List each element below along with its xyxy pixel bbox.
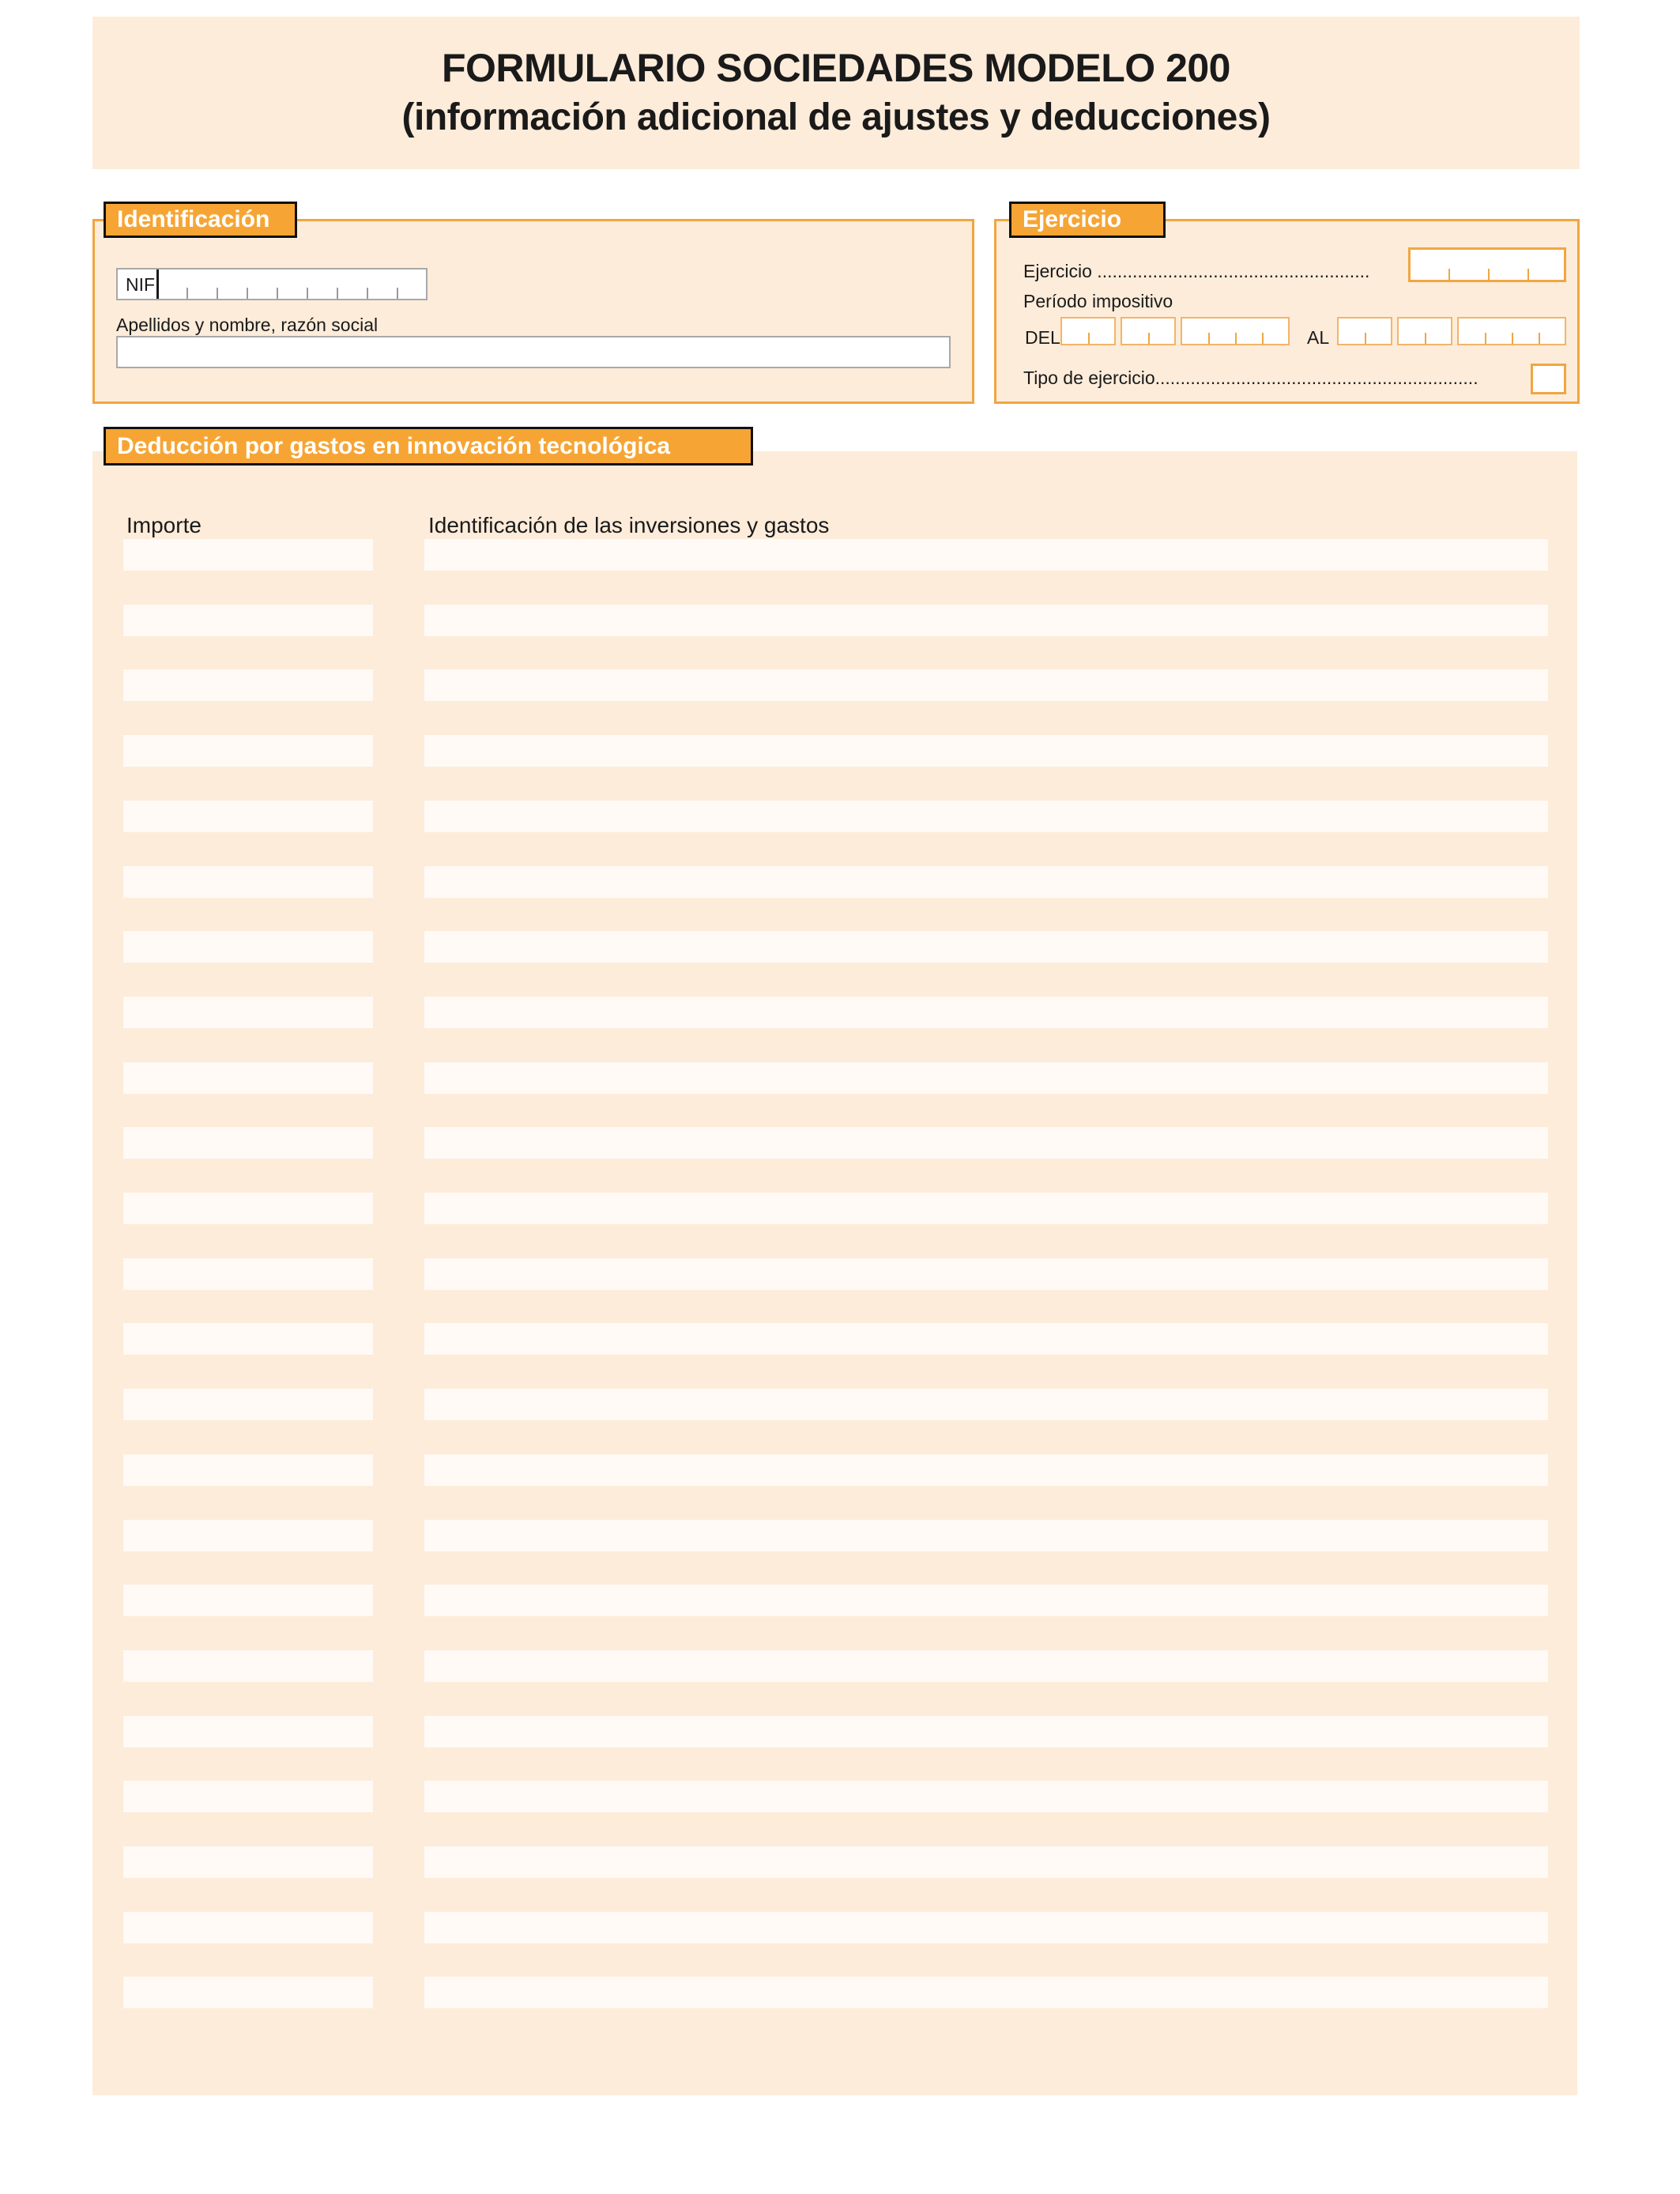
name-field[interactable]: [116, 336, 951, 368]
al-year-field[interactable]: [1457, 317, 1566, 345]
identificacion-field[interactable]: [424, 1846, 1548, 1878]
table-row: [0, 1846, 1680, 1878]
identificacion-field[interactable]: [424, 1127, 1548, 1159]
table-row: [0, 1520, 1680, 1551]
table-row: [0, 931, 1680, 963]
al-label: AL: [1307, 327, 1330, 348]
importe-field[interactable]: [123, 801, 373, 832]
identificacion-field[interactable]: [424, 1258, 1548, 1290]
importe-field[interactable]: [123, 1520, 373, 1551]
nif-tick: [247, 288, 248, 299]
identificacion-field[interactable]: [424, 801, 1548, 832]
identificacion-field[interactable]: [424, 1977, 1548, 2008]
table-row: [0, 997, 1680, 1028]
ejercicio-field[interactable]: [1408, 247, 1566, 282]
importe-field[interactable]: [123, 735, 373, 767]
nif-field[interactable]: [116, 268, 428, 300]
identificacion-field[interactable]: [424, 931, 1548, 963]
identificacion-field[interactable]: [424, 1781, 1548, 1812]
nif-tick: [217, 288, 218, 299]
identificacion-tab: Identificación: [104, 202, 297, 238]
table-row: [0, 539, 1680, 571]
importe-field[interactable]: [123, 1716, 373, 1747]
identificacion-field[interactable]: [424, 1716, 1548, 1747]
deduccion-section: [92, 451, 1577, 2095]
importe-field[interactable]: [123, 1389, 373, 1420]
table-row: [0, 1062, 1680, 1094]
identificacion-field[interactable]: [424, 1389, 1548, 1420]
table-row: [0, 1781, 1680, 1812]
form-header: [92, 17, 1580, 169]
del-year-tick: [1235, 333, 1237, 344]
del-day-field[interactable]: [1060, 317, 1116, 345]
identificacion-column-header: Identificación de las inversiones y gastos: [428, 513, 830, 537]
del-year-field[interactable]: [1181, 317, 1290, 345]
nif-tick: [367, 288, 368, 299]
ejercicio-panel: [994, 219, 1580, 404]
ejercicio-tick: [1488, 269, 1490, 280]
importe-field[interactable]: [123, 1977, 373, 2008]
del-year-tick: [1262, 333, 1264, 344]
importe-column-header: Importe: [126, 513, 202, 537]
importe-field[interactable]: [123, 1650, 373, 1682]
table-row: [0, 1977, 1680, 2008]
table-row: [0, 801, 1680, 832]
importe-field[interactable]: [123, 669, 373, 701]
identificacion-field[interactable]: [424, 539, 1548, 571]
table-row: [0, 1912, 1680, 1943]
table-row: [0, 1127, 1680, 1159]
tipo-label: Tipo de ejercicio................................................................: [1023, 368, 1478, 388]
table-row: [0, 1258, 1680, 1290]
importe-field[interactable]: [123, 1454, 373, 1486]
identificacion-field[interactable]: [424, 1650, 1548, 1682]
nif-tick: [277, 288, 278, 299]
importe-field[interactable]: [123, 539, 373, 571]
identificacion-field[interactable]: [424, 1193, 1548, 1224]
periodo-label: Período impositivo: [1023, 291, 1173, 311]
identificacion-field[interactable]: [424, 1454, 1548, 1486]
table-row: [0, 1323, 1680, 1355]
table-row: [0, 1585, 1680, 1616]
table-row: [0, 866, 1680, 898]
al-year-tick: [1539, 333, 1540, 344]
identificacion-panel: [92, 219, 974, 404]
del-day-tick: [1088, 333, 1090, 344]
importe-field[interactable]: [123, 1846, 373, 1878]
importe-field[interactable]: [123, 1912, 373, 1943]
nif-tick: [186, 288, 188, 299]
table-row: [0, 669, 1680, 701]
identificacion-field[interactable]: [424, 1520, 1548, 1551]
importe-field[interactable]: [123, 997, 373, 1028]
nif-tick: [397, 288, 398, 299]
importe-field[interactable]: [123, 931, 373, 963]
al-day-tick: [1365, 333, 1366, 344]
identificacion-field[interactable]: [424, 1323, 1548, 1355]
form-subtitle: (información adicional de ajustes y deducciones): [401, 96, 1271, 138]
importe-field[interactable]: [123, 1193, 373, 1224]
importe-field[interactable]: [123, 605, 373, 636]
importe-field[interactable]: [123, 1258, 373, 1290]
identificacion-field[interactable]: [424, 735, 1548, 767]
table-row: [0, 1716, 1680, 1747]
al-month-tick: [1425, 333, 1426, 344]
tipo-checkbox[interactable]: [1531, 364, 1566, 394]
table-row: [0, 1389, 1680, 1420]
ejercicio-tab: Ejercicio: [1009, 202, 1166, 238]
nif-separator: [156, 270, 159, 299]
table-row: [0, 605, 1680, 636]
al-day-field[interactable]: [1337, 317, 1392, 345]
identificacion-field[interactable]: [424, 1912, 1548, 1943]
importe-field[interactable]: [123, 1323, 373, 1355]
deduccion-rows: [0, 451, 1680, 2095]
deduccion-tab: Deducción por gastos en innovación tecnológica: [104, 427, 753, 466]
identificacion-field[interactable]: [424, 1585, 1548, 1616]
del-month-tick: [1148, 333, 1150, 344]
table-row: [0, 1454, 1680, 1486]
nif-tick: [307, 288, 308, 299]
al-year-tick: [1512, 333, 1513, 344]
importe-field[interactable]: [123, 1781, 373, 1812]
table-row: [0, 735, 1680, 767]
importe-field[interactable]: [123, 1585, 373, 1616]
identificacion-field[interactable]: [424, 997, 1548, 1028]
nif-tick: [337, 288, 338, 299]
identificacion-field[interactable]: [424, 669, 1548, 701]
importe-field[interactable]: [123, 1062, 373, 1094]
importe-field[interactable]: [123, 1127, 373, 1159]
ejercicio-label: Ejercicio ......................................................: [1023, 261, 1370, 281]
al-month-field[interactable]: [1397, 317, 1452, 345]
importe-field[interactable]: [123, 866, 373, 898]
identificacion-field[interactable]: [424, 1062, 1548, 1094]
name-label: Apellidos y nombre, razón social: [116, 315, 379, 335]
table-row: [0, 1193, 1680, 1224]
identificacion-field[interactable]: [424, 866, 1548, 898]
form-title: FORMULARIO SOCIEDADES MODELO 200: [442, 46, 1230, 90]
del-year-tick: [1208, 333, 1210, 344]
del-month-field[interactable]: [1121, 317, 1176, 345]
al-year-tick: [1485, 333, 1486, 344]
ejercicio-tick: [1527, 269, 1529, 280]
table-row: [0, 1650, 1680, 1682]
ejercicio-tick: [1448, 269, 1450, 280]
del-label: DEL: [1025, 327, 1060, 348]
identificacion-field[interactable]: [424, 605, 1548, 636]
nif-label: NIF: [126, 274, 156, 295]
